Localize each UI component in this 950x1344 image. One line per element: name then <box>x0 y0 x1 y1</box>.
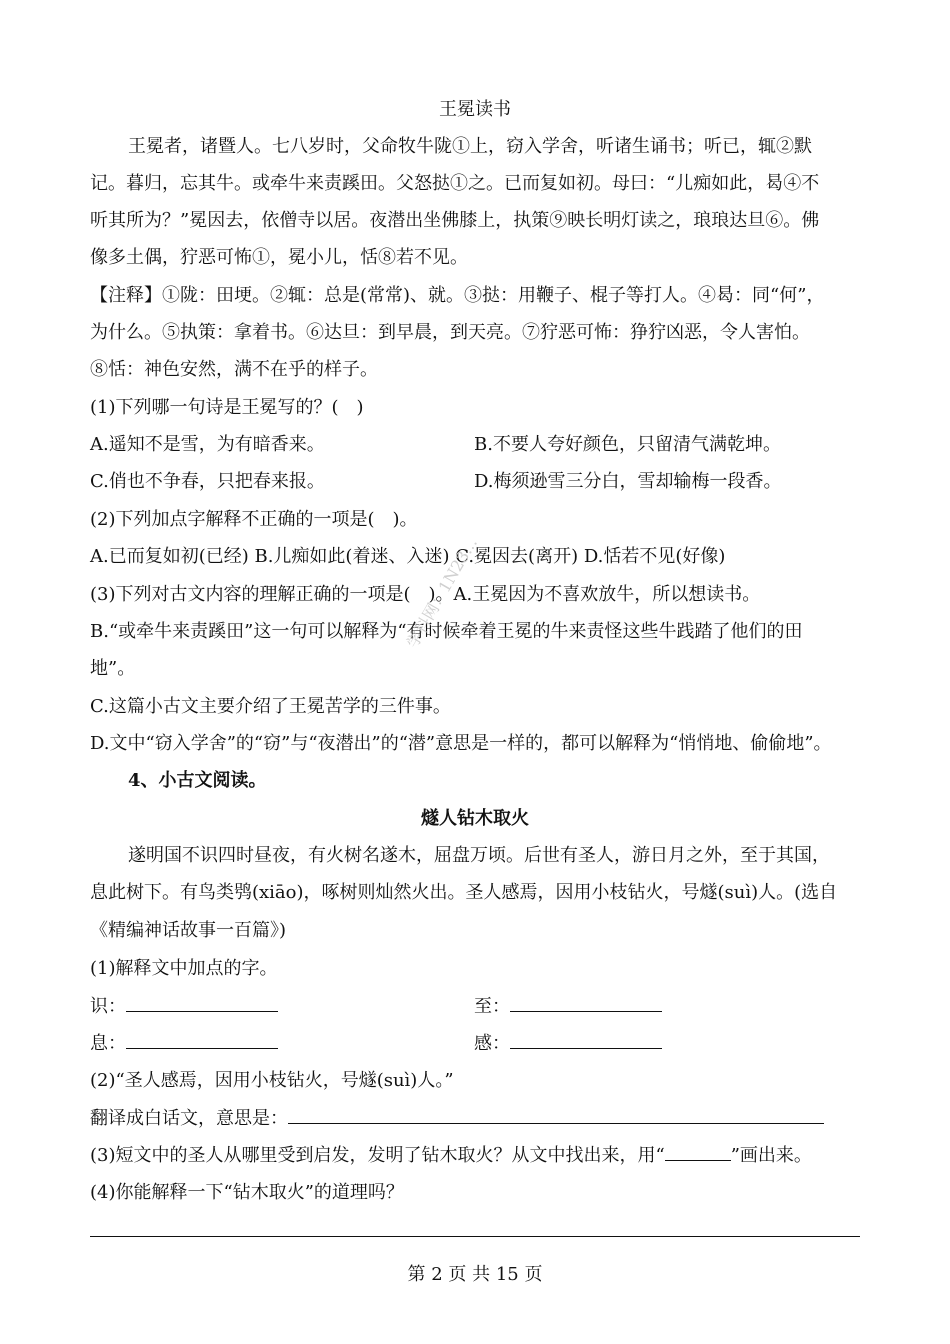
p2-q1-item-xi <box>90 1031 278 1057</box>
p2-q3-post: ”画出来。 <box>730 1145 812 1166</box>
passage2-line-3: 《精编神话故事一百篇》) <box>90 920 287 941</box>
p2-q1-stem: (1)解释文中加点的字。 <box>90 958 278 979</box>
q2-stem: (2)下列加点字解释不正确的一项是( )。 <box>90 509 418 530</box>
notes-line-1: 【注释】①陇：田埂。②辄：总是(常常)、就。③挞：用鞭子、棍子等打人。④曷：同“何”， <box>90 285 825 306</box>
q1-option-d: D.梅须逊雪三分白，雪却输梅一段香。 <box>474 471 782 492</box>
translate-label: 翻译成白话文，意思是： <box>90 1108 288 1129</box>
p2-q1-item-zhi <box>474 994 662 1020</box>
q3-option-b-line-2: 地”。 <box>90 658 136 679</box>
underline-sample <box>665 1144 731 1161</box>
p2-q2-translate <box>90 1106 824 1132</box>
q3-stem: (3)下列对古文内容的理解正确的一项是( )。A.王冕因为不喜欢放牛，所以想读书。 <box>90 584 761 605</box>
q1-option-a: A.遥知不是雪，为有暗香来。 <box>90 434 325 455</box>
answer-blank-translate[interactable] <box>288 1107 824 1124</box>
passage1-line-3: 听其所为？”冕因去，依僧寺以居。夜潜出坐佛膝上，执策⑨映长明灯读之，琅琅达旦⑥。佛 <box>90 210 820 231</box>
p2-q3-pre: (3)短文中的圣人从哪里受到启发，发明了钻木取火？从文中找出来，用“ <box>90 1145 665 1166</box>
p2-q3 <box>90 1143 812 1169</box>
section-4-heading: 4、小古文阅读。 <box>128 770 267 791</box>
q3-option-b-line-1: B.“或牵牛来责蹊田”这一句可以解释为“有时候牵着王冕的牛来责怪这些牛践踏了他们的田 <box>90 621 803 642</box>
p2-q1-item-shi <box>90 994 278 1020</box>
q1-stem: (1)下列哪一句诗是王冕写的？( ) <box>90 397 364 418</box>
q1-option-b: B.不要人夸好颜色，只留清气满乾坤。 <box>474 434 781 455</box>
page-footer: 第 2 页 共 15 页 <box>407 1264 543 1285</box>
answer-blank-zhi[interactable] <box>510 995 662 1012</box>
passage2-line-2: 息此树下。有鸟类鸮(xiāo)，啄树则灿然火出。圣人感焉，因用小枝钻火，号燧(suì)人。(选自 <box>90 882 838 903</box>
title-wangmian-reading: 王冕读书 <box>439 99 511 120</box>
label-shi: 识： <box>90 996 126 1017</box>
label-zhi: 至： <box>474 996 510 1017</box>
passage2-line-1: 遂明国不识四时昼夜，有火树名遂木，屈盘万顷。后世有圣人，游日月之外，至于其国， <box>128 845 830 866</box>
q1-option-c: C.俏也不争春，只把春来报。 <box>90 471 325 492</box>
q2-options: A.已而复如初(已经) B.儿痴如此(着迷、入迷) C.冕因去(离开) D.恬若不见(好像) <box>90 546 726 567</box>
answer-blank-gan[interactable] <box>510 1032 662 1049</box>
answer-blank-shi[interactable] <box>126 995 278 1012</box>
passage1-line-4: 像多土偶，狞恶可怖①，冕小儿，恬⑧若不见。 <box>90 247 468 268</box>
notes-line-3: ⑧恬：神色安然，满不在乎的样子。 <box>90 359 378 380</box>
title-suiren-fire: 燧人钻木取火 <box>421 808 529 829</box>
watermark-text: 学科网：1N23... <box>402 534 481 651</box>
p2-q4: (4)你能解释一下“钻木取火”的道理吗？ <box>90 1182 404 1203</box>
notes-line-2: 为什么。⑤执策：拿着书。⑥达旦：到早晨，到天亮。⑦狞恶可怖：狰狞凶恶，令人害怕。 <box>90 322 810 343</box>
passage1-line-1: 王冕者，诸暨人。七八岁时，父命牧牛陇①上，窃入学舍，听诸生诵书；听已，辄②默 <box>128 136 812 157</box>
label-xi: 息： <box>90 1033 126 1054</box>
footer-divider <box>90 1236 860 1237</box>
p2-q1-item-gan <box>474 1031 662 1057</box>
passage1-line-2: 记。暮归，忘其牛。或牵牛来责蹊田。父怒挞①之。已而复如初。母曰：“儿痴如此，曷④不 <box>90 173 820 194</box>
answer-blank-xi[interactable] <box>126 1032 278 1049</box>
q3-option-c: C.这篇小古文主要介绍了王冕苦学的三件事。 <box>90 696 451 717</box>
label-gan: 感： <box>474 1033 510 1054</box>
q3-option-d: D.文中“窃入学舍”的“窃”与“夜潜出”的“潜”意思是一样的，都可以解释为“悄悄地、偷偷地”。 <box>90 733 832 754</box>
p2-q2-stem: (2)“圣人感焉，因用小枝钻火，号燧(suì)人。” <box>90 1070 454 1091</box>
